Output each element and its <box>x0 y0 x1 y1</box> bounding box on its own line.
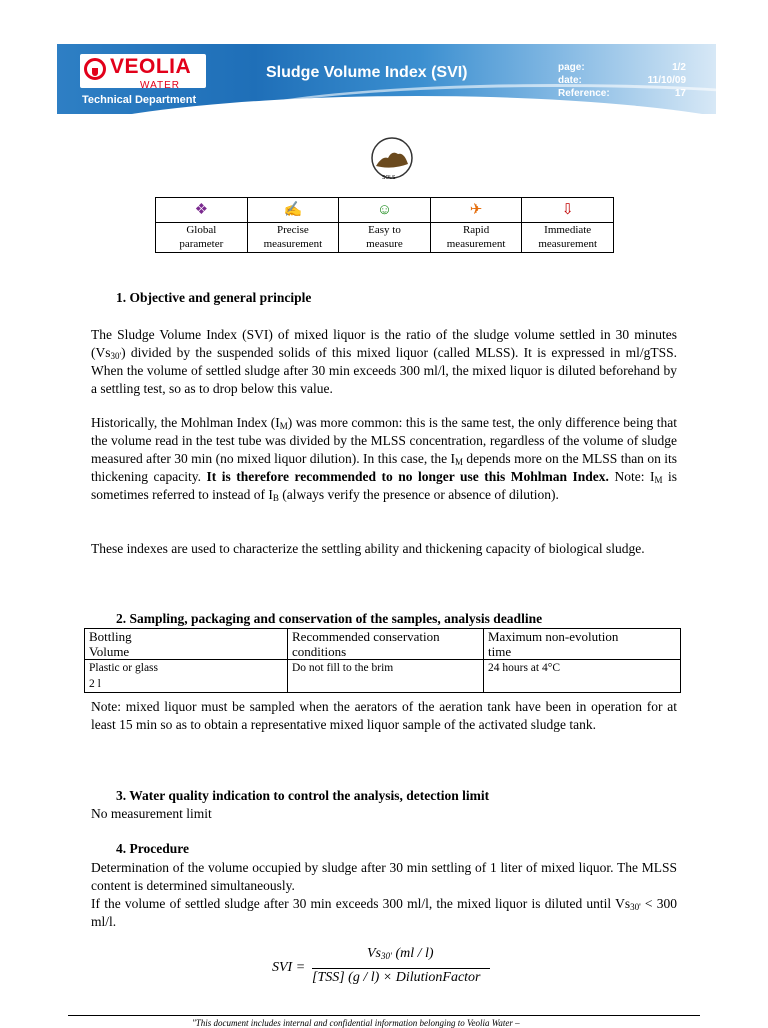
param-label-immediate: Immediate measurement <box>522 223 614 253</box>
sampling-header-bottling: Bottling Volume <box>85 629 288 660</box>
footer-divider <box>68 1015 700 1016</box>
meta-labels <box>558 61 610 100</box>
param-cell-rapid <box>430 198 522 223</box>
section-1-paragraph-3: These indexes are used to characterize the settling ability and thickening capacity of biological sludge. <box>91 541 645 556</box>
param-cell-immediate <box>522 198 614 223</box>
param-label-global: Global parameter <box>156 223 248 253</box>
section-2-note: Note: mixed liquor must be sampled when the aerators of the aeration tank have been in operation for at least 15 min so as to obtain a representative mixed liquor sample of the activated sludge tank. <box>91 699 677 732</box>
logo-subtitle: WATER <box>140 80 180 91</box>
section-4-paragraph-2: If the volume of settled sludge after 30 min exceeds 300 ml/l, the mixed liquor is diluted until $Vs_{30'} < 300$ ml/l. <box>91 896 677 929</box>
formula-denominator: [TSS] (g / l) × DilutionFactor <box>312 970 481 985</box>
precise-hand-icon: ✍ <box>283 202 303 218</box>
veolia-logo-icon <box>84 58 106 80</box>
sampling-header-time: Maximum non-evolution time <box>484 629 681 660</box>
logo-text: VEOLIA <box>110 55 192 78</box>
diamond-cluster-icon: ❖ <box>194 202 209 218</box>
sampling-cell-conservation: Do not fill to the brim <box>288 660 484 693</box>
section-2-heading: 2. Sampling, packaging and conservation of the samples, analysis deadline <box>116 611 543 626</box>
smiley-icon: ☺ <box>376 202 393 218</box>
soil-icon-label: SOLS <box>382 175 396 181</box>
document-title: Sludge Volume Index (SVI) <box>266 64 468 81</box>
section-1-heading: 1. Objective and general principle <box>116 290 312 305</box>
down-arrow-icon: ⇩ <box>561 202 574 218</box>
meta-label-reference: Reference: <box>558 88 610 99</box>
param-cell-easy <box>339 198 431 223</box>
section-1-paragraph-1: The Sludge Volume Index (SVI) of mixed liquor is the ratio of the sludge volume settled in 30 minutes $(Vs_{30'})$ divided by the suspended solids of this mixed liquor (called MLSS). It is expressed in ml/gTSS. When the volume of settled sludge after 30 min exceeds 300 ml/l, the mixed liquor is diluted beforehand by a settling test, so as to drop below this value. <box>91 327 677 396</box>
formula-fraction-bar <box>312 968 490 969</box>
meta-values <box>630 61 686 100</box>
meta-value-page: 1/2 <box>672 62 686 73</box>
param-label-rapid: Rapid measurement <box>430 223 522 253</box>
meta-label-page: page: <box>558 62 585 73</box>
section-3-text: No measurement limit <box>91 806 212 821</box>
parameters-table <box>155 197 614 253</box>
sampling-cell-bottling: Plastic or glass 2 l <box>85 660 288 693</box>
section-1-paragraph-2: Historically, the Mohlman Index $(I_M)$ was more common: this is the same test, the only difference being that the volume read in the test tube was divided by the MLSS concentration, regardless of the volume of sludge measured after 30 min (no mixed liquor dilution). In this case, the $I_M$ depends more on the MLSS than on its thickening capacity. It is therefore recommended to no longer use this Mohlman Index. Note: $I_M$ is sometimes referred to instead of $I_B$ (always verify the presence or absence of dilution). <box>91 415 678 503</box>
meta-label-date: date: <box>558 75 582 86</box>
section-4-paragraph-1: Determination of the volume occupied by sludge after 30 min settling of 1 liter of mixed liquor. The MLSS content is determined simultaneously. <box>91 860 677 893</box>
sampling-header-conservation: Recommended conservation conditions <box>288 629 484 660</box>
soil-icon <box>370 136 414 180</box>
meta-value-reference: 17 <box>674 88 686 99</box>
sampling-table <box>84 628 681 693</box>
formula-numerator: $Vs_{30'}$ (ml / l) <box>367 946 434 961</box>
param-label-easy: Easy to measure <box>339 223 431 253</box>
sampling-cell-time: 24 hours at 4°C <box>484 660 681 693</box>
param-cell-global <box>156 198 248 223</box>
airplane-icon: ✈ <box>469 202 483 218</box>
param-cell-precise <box>247 198 339 223</box>
param-label-precise: Precise measurement <box>247 223 339 253</box>
department-label: Technical Department <box>82 94 197 106</box>
meta-value-date: 11/10/09 <box>647 75 686 86</box>
footer-note: "This document includes internal and confidential information belonging to Veolia Water – <box>192 1018 520 1028</box>
formula-lhs: SVI = <box>272 960 306 975</box>
section-3-heading: 3. Water quality indication to control the analysis, detection limit <box>116 788 490 803</box>
section-4-heading: 4. Procedure <box>116 841 189 856</box>
